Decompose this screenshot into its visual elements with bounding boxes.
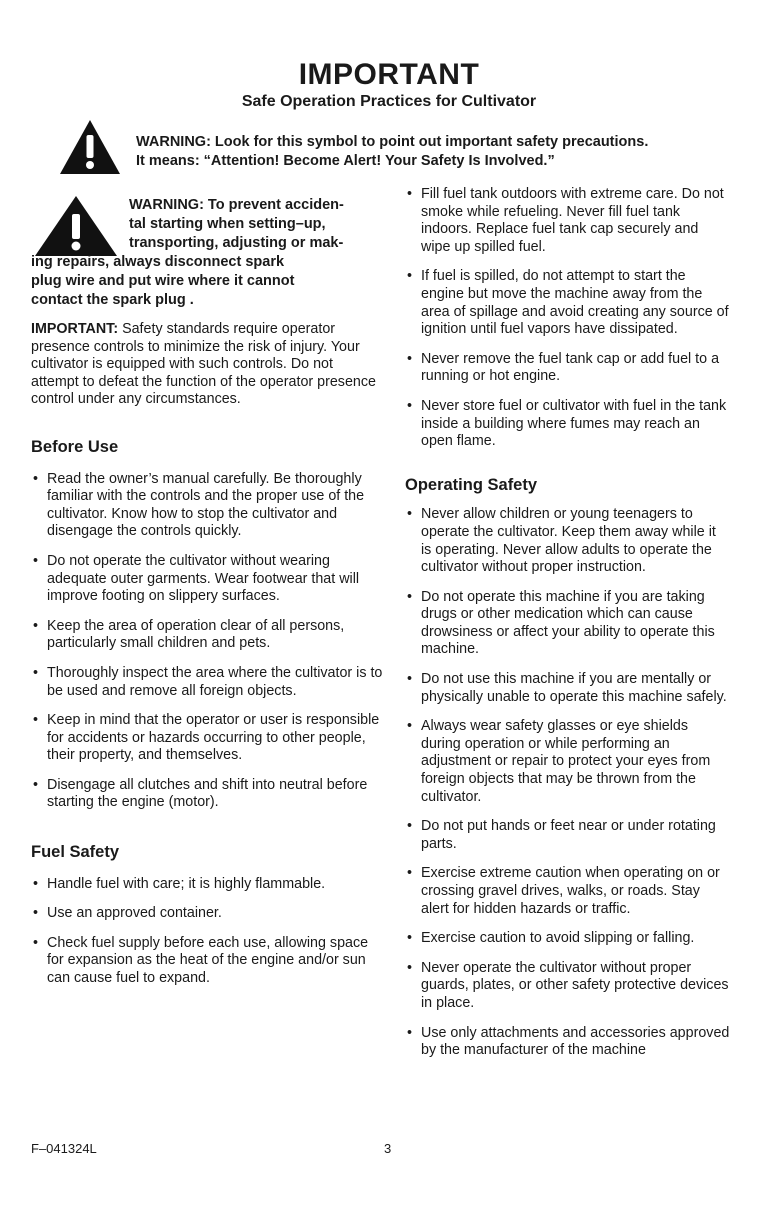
spark-plug-warning xyxy=(31,196,383,310)
list-item: • Never allow children or young teenagers to operate the cultivator. Keep them away while it is operating. Never allow adults to operate the cultivator without proper instruction. xyxy=(405,506,730,576)
heading-before-use: Before Use xyxy=(31,437,119,456)
before-use-list xyxy=(31,471,383,813)
warning-triangle-icon xyxy=(58,118,122,176)
list-item: • Never operate the cultivator without proper guards, plates, or other safety protective devices in place. xyxy=(405,960,730,1013)
warning-symbol-text xyxy=(136,133,756,171)
list-item: • Never store fuel or cultivator with fuel in the tank inside a building where fumes may reach an open flame. xyxy=(405,398,730,451)
spark-warning-line: WARNING: To prevent acciden- xyxy=(129,197,344,213)
warning-symbol-line2: It means: “Attention! Become Alert! Your Safety Is Involved.” xyxy=(136,153,555,169)
fuel-safety-list-continued xyxy=(405,186,730,451)
list-item: • Fill fuel tank outdoors with extreme care. Do not smoke while refueling. Never fill fuel tank indoors. Replace fuel tank cap securely and wipe up spilled fuel. xyxy=(405,186,730,256)
left-column xyxy=(31,196,383,988)
list-item: • Keep the area of operation clear of all persons, particularly small children and pets. xyxy=(31,618,383,653)
list-item: • Keep in mind that the operator or user is responsible for accidents or hazards occurring to other people, their property, and themselves. xyxy=(31,712,383,765)
heading-fuel-safety: Fuel Safety xyxy=(31,843,120,862)
list-item: • Do not put hands or feet near or under rotating parts. xyxy=(405,818,730,853)
list-item: • Do not operate this machine if you are taking drugs or other medication which can cause drowsiness or affect your ability to operate this machine. xyxy=(405,589,730,659)
warning-symbol-line1: WARNING: Look for this symbol to point out important safety precautions. xyxy=(136,134,649,150)
list-item: • Do not operate the cultivator without wearing adequate outer garments. Wear footwear that will improve footing on slippery surfaces. xyxy=(31,553,383,606)
important-paragraph xyxy=(31,321,383,409)
list-item: • Disengage all clutches and shift into neutral before starting the engine (motor). xyxy=(31,777,383,812)
list-item: • Use only attachments and accessories approved by the manufacturer of the machine xyxy=(405,1025,730,1060)
document-code: F–041324L xyxy=(31,1141,97,1156)
operating-safety-list xyxy=(405,506,730,1059)
spark-warning-line: tal starting when setting–up, xyxy=(129,216,326,232)
fuel-safety-list xyxy=(31,876,383,988)
list-item: • Handle fuel with care; it is highly flammable. xyxy=(31,876,383,894)
important-label: IMPORTANT: xyxy=(31,321,119,337)
page-number: 3 xyxy=(384,1141,392,1156)
important-text: Safety standards require operator presence controls to minimize the risk of injury. Your cultivator is equipped with such controls. Do not attempt to defeat the function of the operator presence control under any circumstances. xyxy=(31,321,376,408)
list-item: • Always wear safety glasses or eye shields during operation or while performing an adjustment or repair to protect your eyes from foreign objects that may be thrown from the cultivator. xyxy=(405,718,730,806)
spark-warning-line: ing repairs, always disconnect spark xyxy=(31,254,285,270)
page-title: IMPORTANT xyxy=(298,58,480,91)
list-item: • Never remove the fuel tank cap or add fuel to a running or hot engine. xyxy=(405,351,730,386)
list-item: • Check fuel supply before each use, allowing space for expansion as the heat of the engine and/or sun can cause fuel to expand. xyxy=(31,935,383,988)
list-item: • Exercise caution to avoid slipping or falling. xyxy=(405,930,730,948)
right-column xyxy=(405,186,730,1060)
spark-warning-line: plug wire and put wire where it cannot xyxy=(31,273,295,289)
page-subtitle: Safe Operation Practices for Cultivator xyxy=(241,93,537,110)
heading-operating-safety: Operating Safety xyxy=(405,475,538,494)
spark-warning-line: contact the spark plug . xyxy=(31,292,194,308)
spark-warning-line: transporting, adjusting or mak- xyxy=(129,235,344,251)
list-item: • Do not use this machine if you are mentally or physically unable to operate this machine safely. xyxy=(405,671,730,706)
list-item: • If fuel is spilled, do not attempt to start the engine but move the machine away from the area of spillage and avoid creating any source of ignition until fuel vapors have dissipated. xyxy=(405,268,730,338)
list-item: • Use an approved container. xyxy=(31,905,383,923)
list-item: • Exercise extreme caution when operating on or crossing gravel drives, walks, or roads. Stay alert for hidden hazards or traffic. xyxy=(405,865,730,918)
list-item: • Thoroughly inspect the area where the cultivator is to be used and remove all foreign objects. xyxy=(31,665,383,700)
list-item: • Read the owner’s manual carefully. Be thoroughly familiar with the controls and the proper use of the cultivator. Know how to stop the cultivator and disengage the controls quickly. xyxy=(31,471,383,541)
